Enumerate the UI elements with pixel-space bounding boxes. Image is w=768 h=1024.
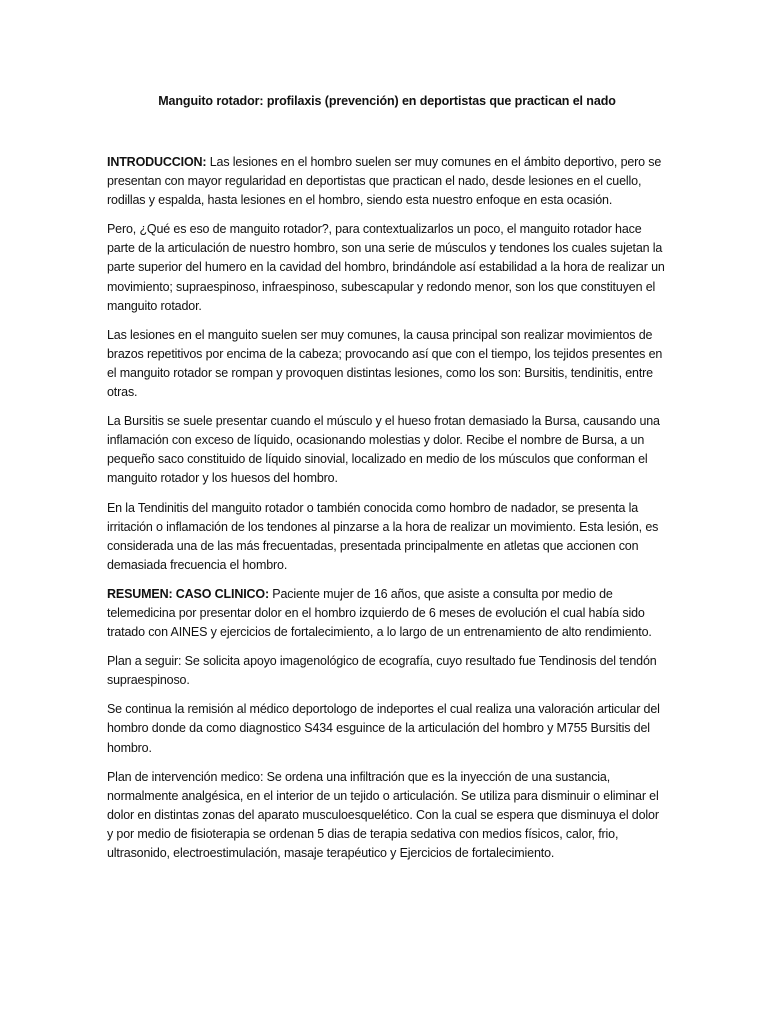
paragraph-text: La Bursitis se suele presentar cuando el músculo y el hueso frotan demasiado la Bursa, causando una inflamación con exceso de líquido, ocasionando molestias y dolor. Recibe el nombre de Bursa, a un pequeño saco constituido de líquido sinovial, localizado en medio de los músculos que conforman el manguito rotador y los huesos del hombro.: [107, 414, 660, 486]
paragraph-lesiones: [107, 326, 667, 402]
paragraph-manguito-definition: [107, 220, 667, 315]
document-page: [107, 92, 667, 873]
paragraph-text: Las lesiones en el hombro suelen ser muy comunes en el ámbito deportivo, pero se presentan con mayor regularidad en deportistas que practican el nado, desde lesiones en el cuello, rodillas y espalda, hasta lesiones en el hombro, siendo esta nuestro enfoque en esta ocasión.: [107, 155, 662, 208]
paragraph-text: En la Tendinitis del manguito rotador o también conocida como hombro de nadador, se presenta la irritación o inflamación de los tendones al pinzarse a la hora de realizar un movimiento. Esta lesión, es considerada una de las más frecuentadas, presentada principalmente en atletas que accionen con demasiada frecuencia el hombro.: [107, 500, 659, 572]
paragraph-caso-clinico: [107, 585, 667, 642]
paragraph-introduccion: [107, 153, 667, 210]
paragraph-text: Plan a seguir: Se solicita apoyo imagenológico de ecografía, cuyo resultado fue Tendinosis del tendón supraespinoso.: [107, 654, 657, 688]
paragraph-text: Paciente mujer de 16 años, que asiste a consulta por medio de telemedicina por presentar dolor en el hombro izquierdo de 6 meses de evolución el cual había sido tratado con AINES y ejercicios de fortalecimiento, a lo largo de un entrenamiento de alto rendimiento.: [107, 586, 652, 640]
paragraph-plan-intervencion: [107, 768, 667, 863]
section-heading-introduccion: INTRODUCCION:: [107, 155, 207, 169]
paragraph-text: Las lesiones en el manguito suelen ser muy comunes, la causa principal son realizar movimientos de brazos repetitivos por encima de la cabeza; provocando así que con el tiempo, los tejidos presentes en el manguito rotador se rompan y provoquen distintas lesiones, como los son: Bursitis, tendinitis, entre otras.: [107, 327, 663, 400]
paragraph-plan-a-seguir: [107, 652, 667, 690]
paragraph-tendinitis: [107, 499, 667, 575]
document-title: Manguito rotador: profilaxis (prevención) en deportistas que practican el nado: [158, 94, 616, 108]
paragraph-text: Plan de intervención medico: Se ordena una infiltración que es la inyección de una sustancia, normalmente analgésica, en el interior de un tejido o articulación. Se utiliza para disminuir o eliminar el dolor en distintas zonas del aparato musculoesquelético. Con la cual se espera que disminuya el dolor y por medio de fisioterapia se ordenan 5 dias de terapia sedativa con medios físicos, calor, frio, ultrasonido, electroestimulación, masaje terapéutico y Ejercicios de fortalecimiento.: [107, 769, 659, 860]
paragraph-remision: [107, 700, 667, 757]
section-heading-caso-clinico: RESUMEN: CASO CLINICO:: [107, 586, 269, 601]
paragraph-text: Pero, ¿Qué es eso de manguito rotador?, para contextualizarlos un poco, el manguito rotador hace parte de la articulación de nuestro hombro, son una serie de músculos y tendones los cuales sujetan la parte superior del humero en la cavidad del hombro, brindándole así estabilidad a la hora de realizar un movimiento; supraespinoso, infraespinoso, subescapular y redondo menor, son los que constituyen el manguito rotador.: [107, 222, 665, 313]
paragraph-bursitis: [107, 412, 667, 488]
paragraph-text: Se continua la remisión al médico deportologo de indeportes el cual realiza una valoración articular del hombro donde da como diagnostico S434 esguince de la articulación del hombro y M755 Bursitis del hombro.: [107, 702, 660, 755]
